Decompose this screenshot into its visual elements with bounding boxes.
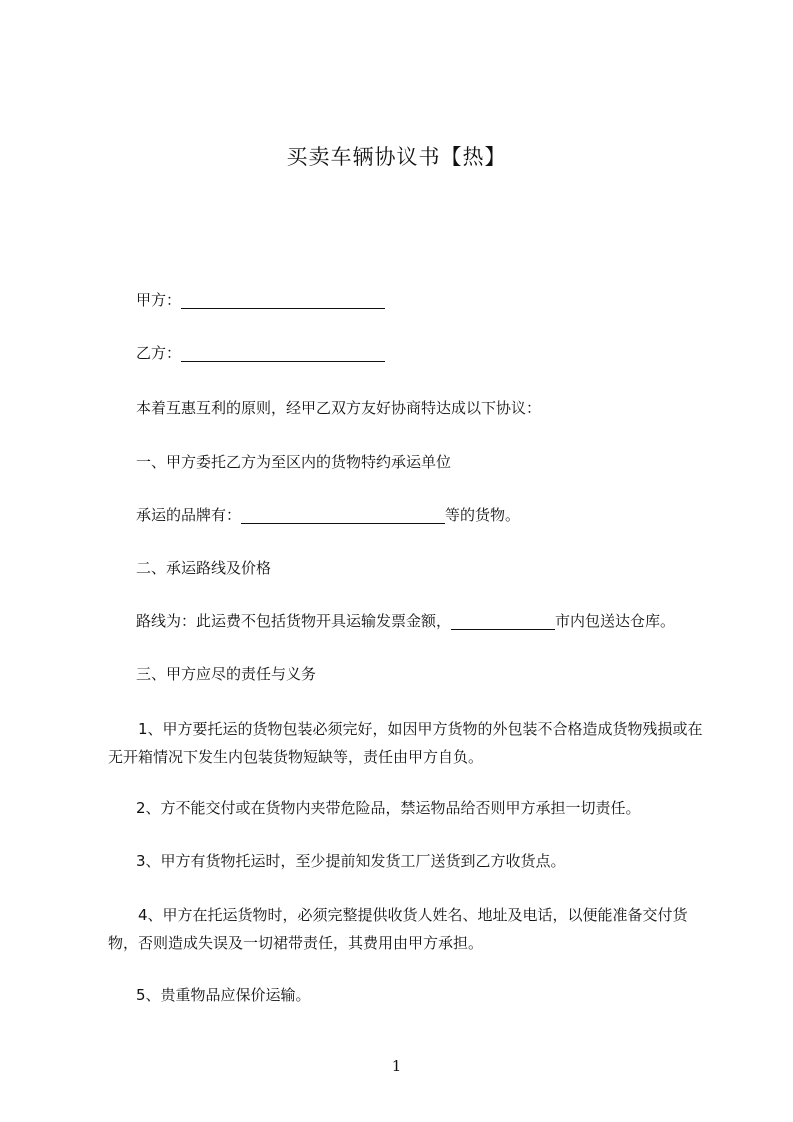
route-suffix: 市内包送达仓库。 [555,612,676,630]
route-line [136,611,675,631]
party-b-line [136,343,385,363]
intro-text: 本着互惠互利的原则，经甲乙双方友好协商特达成以下协议： [136,399,542,417]
route-label: 路线为：此运费不包括货物开具运输发票金额， [136,612,452,630]
brand-suffix: 等的货物。 [445,506,521,524]
clause-3: 3、甲方有货物托运时，至少提前知发货工厂送货到乙方收货点。 [136,852,566,870]
brand-blank [241,507,445,524]
clause-4: 4、甲方在托运货物时，必须完整提供收货人姓名、地址及电话，以便能准备交付货物，否则造成失误及一切裙带责任，其费用由甲方承担。 [108,906,688,952]
page-number: 1 [391,1057,402,1075]
page-title: 买卖车辆协议书【热】 [286,145,507,169]
party-b-label: 乙方： [136,344,182,362]
brand-label: 承运的品牌有： [136,506,242,524]
party-a-blank [181,292,385,309]
route-blank [451,613,555,630]
party-b-blank [181,345,385,362]
clause-5: 5、贵重物品应保价运输。 [136,986,311,1004]
party-a-label: 甲方： [136,291,182,309]
section1-heading: 一、甲方委托乙方为至区内的货物特约承运单位 [136,453,452,471]
section2-heading: 二、承运路线及价格 [136,559,272,577]
clause-1: 1、甲方要托运的货物包装必须完好，如因甲方货物的外包装不合格造成货物残损或在无开箱情况下发生内包装货物短缺等，责任由甲方自负。 [108,720,703,766]
clause-2: 2、方不能交付或在货物内夹带危险品，禁运物品给否则甲方承担一切责任。 [136,799,641,817]
brand-line [136,505,520,525]
section3-heading: 三、甲方应尽的责任与义务 [136,665,317,683]
party-a-line [136,290,385,310]
